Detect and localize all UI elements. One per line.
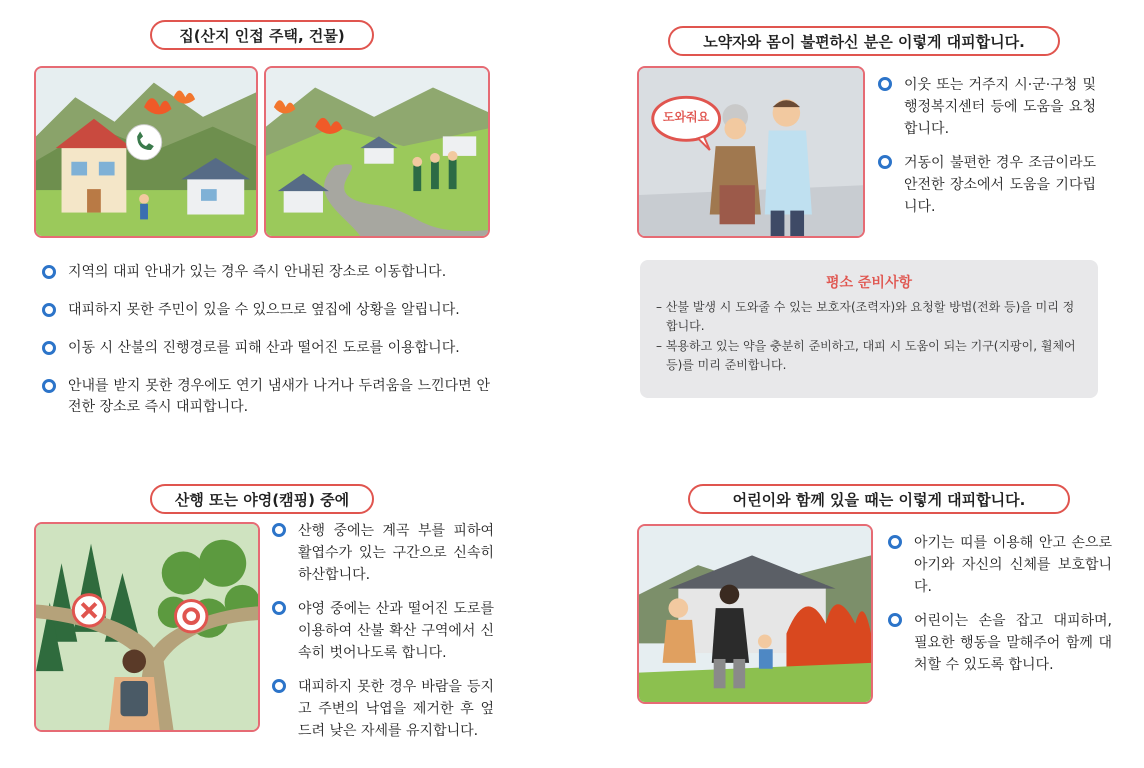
bullet-ring-icon bbox=[888, 613, 902, 627]
list-item: 이동 시 산불의 진행경로를 피해 산과 떨어진 도로를 이용합니다. bbox=[42, 338, 490, 359]
list-item: 아기는 띠를 이용해 안고 손으로 아기와 자신의 신체를 보호합니다. bbox=[888, 532, 1112, 598]
list-item: 산행 중에는 계곡 부를 피하여 활엽수가 있는 구간으로 신속히 하산합니다. bbox=[272, 520, 494, 586]
list-item: 안내를 받지 못한 경우에도 연기 냄새가 나거나 두려움을 느낀다면 안전한 장소로 즉시 대피합니다. bbox=[42, 376, 490, 418]
elderly-guidelines-list bbox=[878, 74, 1096, 230]
bullet-ring-icon bbox=[42, 303, 56, 317]
bullet-ring-icon bbox=[272, 601, 286, 615]
list-item: 대피하지 못한 주민이 있을 수 있으므로 옆집에 상황을 알립니다. bbox=[42, 300, 490, 321]
hiking-illustration bbox=[34, 522, 260, 732]
hiking-guidelines-list bbox=[272, 520, 494, 754]
preparation-box bbox=[640, 260, 1098, 398]
preparation-title: 평소 준비사항 bbox=[825, 275, 913, 291]
list-item: 어린이는 손을 잡고 대피하며, 필요한 행동을 말해주어 함께 대처할 수 있도록 합니다. bbox=[888, 610, 1112, 676]
section-title-hiking: 산행 또는 야영(캠핑) 중에 bbox=[150, 484, 374, 514]
list-item: 대피하지 못한 경우 바람을 등지고 주변의 낙엽을 제거한 후 엎드려 낮은 자세를 유지합니다. bbox=[272, 676, 494, 742]
bullet-ring-icon bbox=[878, 155, 892, 169]
section-title-home: 집(산지 인접 주택, 건물) bbox=[150, 20, 374, 50]
section-title-elderly: 노약자와 몸이 불편하신 분은 이렇게 대피합니다. bbox=[668, 26, 1060, 56]
list-item: 야영 중에는 산과 떨어진 도로를 이용하여 산불 확산 구역에서 신속히 벗어나도록 합니다. bbox=[272, 598, 494, 664]
bullet-ring-icon bbox=[42, 341, 56, 355]
home-fire-illustration-right bbox=[264, 66, 490, 238]
speech-bubble-text: 도와줘요 bbox=[662, 110, 710, 124]
list-item: 지역의 대피 안내가 있는 경우 즉시 안내된 장소로 이동합니다. bbox=[42, 262, 490, 283]
bullet-ring-icon bbox=[42, 265, 56, 279]
list-item: 거동이 불편한 경우 조금이라도 안전한 장소에서 도움을 기다립니다. bbox=[878, 152, 1096, 218]
bullet-ring-icon bbox=[272, 523, 286, 537]
preparation-line: – 복용하고 있는 약을 충분히 준비하고, 대피 시 도움이 되는 기구(지팡이, 휠체어 등)를 미리 준비합니다. bbox=[656, 339, 1076, 372]
list-item: 이웃 또는 거주지 시·군·구청 및 행정복지센터 등에 도움을 요청합니다. bbox=[878, 74, 1096, 140]
elderly-illustration bbox=[637, 66, 865, 238]
bullet-ring-icon bbox=[272, 679, 286, 693]
bullet-ring-icon bbox=[878, 77, 892, 91]
preparation-line: – 산불 발생 시 도와줄 수 있는 보호자(조력자)와 요청할 방법(전화 등)을 미리 정합니다. bbox=[656, 300, 1075, 333]
home-fire-illustration-left bbox=[34, 66, 258, 238]
bullet-ring-icon bbox=[42, 379, 56, 393]
section-title-children: 어린이와 함께 있을 때는 이렇게 대피합니다. bbox=[688, 484, 1070, 514]
children-illustration bbox=[637, 524, 873, 704]
children-guidelines-list bbox=[888, 532, 1112, 688]
bullet-ring-icon bbox=[888, 535, 902, 549]
home-guidelines-list bbox=[42, 262, 490, 435]
